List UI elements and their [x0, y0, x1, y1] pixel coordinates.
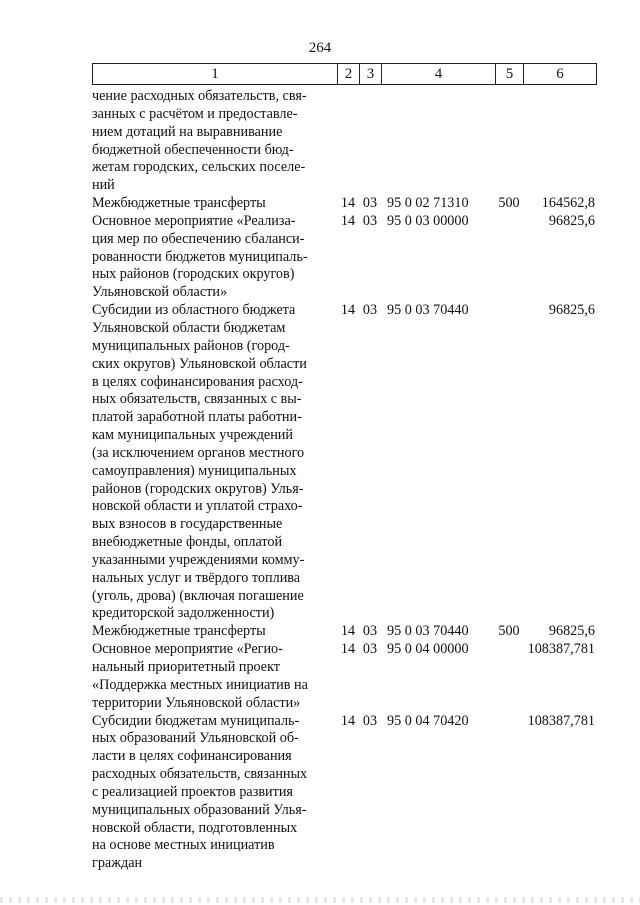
description-line: Основное мероприятие «Реализа-: [92, 212, 296, 229]
row-description: [92, 302, 337, 623]
description-line: ных образований Ульяновской об-: [92, 730, 299, 747]
row-expense-type: [495, 302, 523, 623]
description-line: жетам городских, сельских поселе-: [92, 159, 306, 176]
row-description: [92, 195, 337, 213]
table-row: [92, 641, 597, 712]
table-row: [92, 623, 597, 641]
description-line: нием дотаций на выравнивание: [92, 123, 283, 140]
row-subsection-code: 03: [362, 195, 378, 212]
header-col-4: 4: [382, 64, 496, 84]
row-subsection-code: 03: [362, 712, 378, 729]
header-col-3: 3: [360, 64, 382, 84]
description-line: бюджетной обеспеченности бюд-: [92, 141, 294, 158]
description-line: с реализацией проектов развития: [92, 783, 293, 800]
table-row: [92, 302, 597, 623]
description-line: Основное мероприятие «Регио-: [92, 641, 283, 658]
description-line: в целях софинансирования расход-: [92, 373, 303, 390]
description-line: (уголь, дрова) (включая погашение: [92, 587, 304, 604]
row-amount: 96825,6: [548, 623, 595, 640]
header-col-5: 5: [496, 64, 524, 84]
description-line: внебюджетные фонды, оплатой: [92, 534, 283, 551]
description-line: Межбюджетные трансферты: [92, 195, 266, 212]
description-line: вых взносов в государственные: [92, 516, 283, 533]
row-amount: 96825,6: [548, 212, 595, 229]
row-amount: 108387,781: [527, 641, 595, 658]
table-row: [92, 713, 597, 874]
header-col-2: 2: [338, 64, 360, 84]
description-line: кам муниципальных учреждений: [92, 427, 293, 444]
row-description: [92, 623, 337, 641]
table-header: [92, 63, 597, 85]
header-col-6: 6: [556, 66, 564, 82]
row-subsection-code: [359, 88, 381, 195]
row-section-code: 14: [340, 212, 356, 229]
description-line: нальный приоритетный проект: [92, 659, 281, 675]
description-line: новской области, подготовленных: [92, 819, 298, 836]
description-line: ских округов) Ульяновской области: [92, 355, 307, 372]
row-expense-type: [495, 641, 523, 712]
description-line: платой заработной платы работни-: [92, 409, 302, 426]
description-line: ний: [92, 177, 115, 194]
row-section-code: 14: [340, 641, 356, 658]
row-expense-type: [495, 88, 523, 195]
description-line: чение расходных обязательств, свя-: [92, 88, 307, 104]
row-target-article: 95 0 03 00000: [387, 212, 469, 229]
description-line: ласти в целях софинансирования: [92, 748, 292, 765]
row-target-article: 95 0 03 70440: [387, 302, 469, 319]
row-target-article: 95 0 03 70440: [387, 623, 469, 640]
description-line: Субсидии из областного бюджета: [92, 302, 296, 319]
row-target-article: 95 0 04 70420: [387, 712, 469, 729]
row-subsection-code: 03: [362, 302, 378, 319]
description-line: новской области и уплатой страхо-: [92, 498, 303, 515]
description-line: территории Ульяновской области»: [92, 694, 301, 711]
description-line: Субсидии бюджетам муниципаль-: [92, 712, 300, 729]
description-line: нальных услуг и твёрдого топлива: [92, 569, 301, 586]
description-line: на основе местных инициатив: [92, 837, 275, 854]
row-subsection-code: 03: [362, 212, 378, 229]
description-line: Ульяновской области бюджетам: [92, 319, 286, 336]
description-line: рованности бюджетов муниципаль-: [92, 248, 308, 265]
row-amount: [523, 88, 597, 195]
description-line: расходных обязательств, связанных: [92, 766, 308, 783]
description-line: муниципальных районов (город-: [92, 337, 290, 354]
description-line: ных районов (городских округов): [92, 266, 295, 283]
row-target-article: 95 0 04 00000: [387, 641, 469, 658]
row-subsection-code: 03: [362, 623, 378, 640]
row-amount: 96825,6: [548, 302, 595, 319]
description-line: муниципальных образований Улья-: [92, 801, 307, 818]
row-amount: 108387,781: [527, 712, 595, 729]
row-description: [92, 641, 337, 712]
table-row: [92, 195, 597, 213]
row-amount: 164562,8: [541, 195, 595, 212]
description-line: кредиторской задолженности): [92, 605, 275, 622]
row-target-article: 95 0 02 71310: [387, 195, 469, 212]
row-section-code: 14: [340, 302, 356, 319]
row-section-code: 14: [340, 195, 356, 212]
row-description: [92, 713, 337, 874]
description-line: (за исключением органов местного: [92, 444, 305, 461]
row-section-code: [337, 88, 359, 195]
description-line: Межбюджетные трансферты: [92, 623, 266, 640]
description-line: районов (городских округов) Улья-: [92, 480, 304, 497]
description-line: занных с расчётом и предоставле-: [92, 105, 298, 122]
budget-table-body: [92, 88, 597, 873]
description-line: самоуправления) муниципальных: [92, 462, 297, 479]
scan-artifact: [0, 897, 640, 903]
row-expense-type: 500: [498, 623, 520, 640]
row-description: [92, 88, 337, 195]
row-section-code: 14: [340, 623, 356, 640]
header-col-1: 1: [93, 64, 338, 84]
row-expense-type: [495, 213, 523, 302]
row-expense-type: 500: [498, 195, 520, 212]
page-number: 264: [308, 40, 332, 56]
description-line: «Поддержка местных инициатив на: [92, 676, 308, 693]
description-line: ных обязательств, связанных с вы-: [92, 391, 302, 408]
row-expense-type: [495, 713, 523, 874]
description-line: граждан: [92, 855, 143, 872]
row-description: [92, 213, 337, 302]
table-row: [92, 213, 597, 302]
description-line: указанными учреждениями комму-: [92, 551, 305, 568]
row-section-code: 14: [340, 712, 356, 729]
description-line: ция мер по обеспечению сбаланси-: [92, 230, 305, 247]
table-row: [92, 88, 597, 195]
row-target-article: [381, 88, 495, 195]
row-subsection-code: 03: [362, 641, 378, 658]
description-line: Ульяновской области»: [92, 284, 228, 301]
